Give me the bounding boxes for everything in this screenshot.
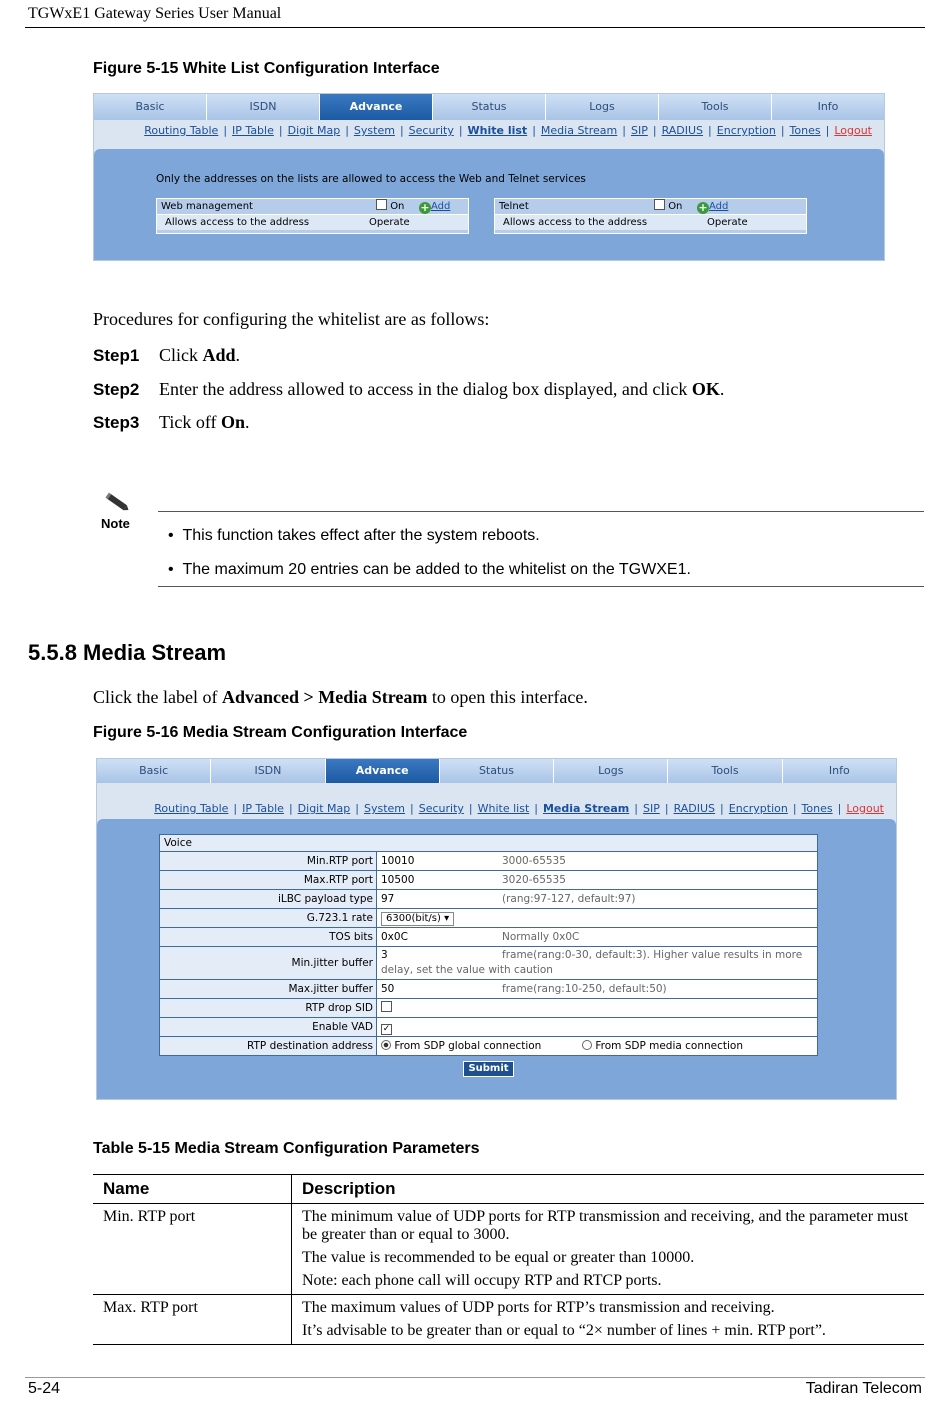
note-top-rule [158,511,924,512]
form-row-g7231-rate [160,909,817,928]
telnet-box [494,198,807,234]
subnav-logout[interactable]: Logout [846,802,884,815]
max-jitter-input[interactable]: 50 [381,983,395,995]
web-col-operate: Operate [369,217,410,228]
form-row-ilbc-payload [160,890,817,909]
field-label: Min.RTP port [160,852,377,870]
subnav-sip[interactable]: SIP [642,802,660,815]
subnav-system[interactable]: System [353,124,395,137]
tab-status[interactable]: Status [433,94,546,120]
form-row-enable-vad [160,1018,817,1037]
param-description: The minimum value of UDP ports for RTP transmission and receiving, and the parameter must be greater than or equal to 3000. The value is recommended to be equal or greater than 10000. Note: each phone call will occupy RTP and RTCP ports. [292,1204,925,1295]
subnav-encryption[interactable]: Encryption [716,124,776,137]
subnav-security[interactable]: Security [408,124,454,137]
footer-company: Tadiran Telecom [805,1380,922,1397]
table-row [93,1204,924,1295]
field-hint: 3000-65535 [502,855,566,867]
tab-logs[interactable]: Logs [554,759,668,783]
section-heading: 5.5.8 Media Stream [28,640,227,665]
field-label: Max.jitter buffer [160,980,377,998]
field-label: Enable VAD [160,1018,377,1036]
param-description: The maximum values of UDP ports for RTP’s transmission and receiving. It’s advisable to be greater than or equal to “2× number of lines + min. RTP port”. [292,1295,925,1345]
step2-text: Enter the address allowed to access in the dialog box displayed, and click OK. [159,379,725,399]
main-tabs [97,759,896,783]
field-label: RTP drop SID [160,999,377,1017]
radio-sdp-global-label: From SDP global connection [394,1040,542,1052]
subnav-ip-table[interactable]: IP Table [232,124,274,137]
ilbc-payload-input[interactable]: 97 [381,893,395,905]
form-row-max-rtp-port [160,871,817,890]
dropdown-arrow-icon: ▾ [444,913,450,924]
page-number: 5-24 [28,1380,61,1397]
tab-isdn[interactable]: ISDN [207,94,320,120]
telnet-on-checkbox[interactable] [654,199,665,210]
tab-advance[interactable]: Advance [320,94,433,120]
web-add-link[interactable]: Add [431,201,451,212]
tab-logs[interactable]: Logs [546,94,659,120]
min-rtp-port-input[interactable]: 10010 [381,855,415,867]
tab-isdn[interactable]: ISDN [211,759,325,783]
tab-advance[interactable]: Advance [326,759,440,783]
form-row-max-jitter [160,980,817,999]
field-label: TOS bits [160,928,377,946]
whitelist-info-text: Only the addresses on the lists are allowed to access the Web and Telnet services [156,173,586,185]
radio-sdp-media-label: From SDP media connection [595,1040,744,1052]
form-row-rtp-destination [160,1037,817,1055]
radio-sdp-global[interactable] [381,1040,391,1050]
field-label: Max.RTP port [160,871,377,889]
web-management-box [156,198,469,234]
field-hint: Normally 0x0C [502,931,580,943]
whitelist-panel [94,149,884,260]
subnav-ip-table[interactable]: IP Table [242,802,284,815]
tab-tools[interactable]: Tools [668,759,782,783]
header-title: TGWxE1 Gateway Series User Manual [28,5,282,22]
subnav-tones[interactable]: Tones [801,802,833,815]
whitelist-screenshot [93,93,885,261]
document-header [28,5,281,23]
max-rtp-port-input[interactable]: 10500 [381,874,415,886]
step3-label: Step3 [93,413,140,432]
subnav-digit-map[interactable]: Digit Map [297,802,351,815]
telnet-add-link[interactable]: Add [709,201,729,212]
note-item: • The maximum 20 entries can be added to the whitelist on the TGWXE1. [168,561,691,578]
media-stream-screenshot [96,758,897,1100]
form-row-tos-bits [160,928,817,947]
telnet-col-address: Allows access to the address [503,217,648,228]
voice-form [159,834,818,1056]
tab-info[interactable]: Info [783,759,896,783]
sub-navigation: Routing Table | IP Table | Digit Map | System | Security | White list | Media Stream | SIP | RADIUS | Encryption | Tones | Logout [144,124,872,137]
min-jitter-input[interactable]: 3 [381,949,388,961]
parameters-table [93,1174,924,1345]
header-rule [25,27,925,28]
add-icon[interactable]: + [420,201,430,214]
field-hint: delay, set the value with caution [381,964,553,976]
add-icon[interactable]: + [698,201,708,214]
subnav-radius[interactable]: RADIUS [661,124,704,137]
field-label: G.723.1 rate [160,909,377,927]
subnav-media-stream[interactable]: Media Stream [540,124,618,137]
form-row-min-rtp-port [160,852,817,871]
web-on-label: On [390,201,405,212]
procedure-intro: Procedures for configuring the whitelist are as follows: [93,309,490,329]
field-label: iLBC payload type [160,890,377,908]
subnav-encryption[interactable]: Encryption [728,802,788,815]
tab-info[interactable]: Info [772,94,884,120]
subnav-system[interactable]: System [363,802,406,815]
radio-sdp-media[interactable] [582,1040,592,1050]
step1-label: Step1 [93,346,140,365]
note-label: Note [101,516,130,531]
g7231-rate-select[interactable]: 6300(bit/s) ▾ [381,912,454,926]
form-row-min-jitter [160,947,817,980]
param-name: Min. RTP port [93,1204,292,1295]
note-item: • This function takes effect after the system reboots. [168,527,540,544]
footer-rule [25,1377,925,1378]
field-hint: frame(rang:10-250, default:50) [502,983,667,995]
column-header-name: Name [93,1175,292,1204]
subnav-routing-table[interactable]: Routing Table [144,124,219,137]
table-row [93,1295,924,1345]
tab-basic[interactable]: Basic [94,94,207,120]
web-on-checkbox[interactable] [376,199,387,210]
figure-caption: Figure 5-16 Media Stream Configuration Interface [93,724,468,741]
subnav-routing-table[interactable]: Routing Table [154,802,229,815]
telnet-on-label: On [668,201,683,212]
column-header-description: Description [292,1175,925,1204]
subnav-digit-map[interactable]: Digit Map [287,124,341,137]
field-hint: frame(rang:0-30, default:3). Higher value results in more [502,949,803,961]
form-row-rtp-drop-sid [160,999,817,1018]
note-bottom-rule [158,586,924,587]
field-hint: (rang:97-127, default:97) [502,893,636,905]
subnav-radius[interactable]: RADIUS [673,802,716,815]
tos-bits-input[interactable]: 0x0C [381,931,408,943]
table-header-row [93,1175,924,1204]
param-name: Max. RTP port [93,1295,292,1345]
step2-label: Step2 [93,380,140,399]
figure-caption: Figure 5-15 White List Configuration Interface [93,60,440,77]
tab-basic[interactable]: Basic [97,759,211,783]
subnav-sip[interactable]: SIP [630,124,648,137]
note-icon [103,491,131,518]
submit-button[interactable]: Submit [463,1061,514,1077]
subnav-security[interactable]: Security [418,802,464,815]
subnav-white-list[interactable]: White list [477,802,530,815]
section-intro: Click the label of Advanced > Media Stream to open this interface. [93,687,588,707]
subnav-tones[interactable]: Tones [789,124,821,137]
voice-section-title: Voice [160,835,817,852]
web-management-title: Web management [161,201,253,212]
table-caption: Table 5-15 Media Stream Configuration Parameters [93,1140,480,1157]
web-col-address: Allows access to the address [165,217,310,228]
field-hint: 3020-65535 [502,874,566,886]
main-tabs [94,94,884,120]
tab-status[interactable]: Status [440,759,554,783]
rtp-drop-sid-checkbox[interactable] [381,1001,392,1012]
tab-tools[interactable]: Tools [659,94,772,120]
enable-vad-checkbox[interactable]: ✓ [382,1024,391,1034]
step1-text: Click Add. [159,345,241,365]
step3-text: Tick off On. [159,412,250,432]
field-label: Min.jitter buffer [160,947,377,979]
telnet-col-operate: Operate [707,217,748,228]
telnet-title: Telnet [499,201,529,212]
subnav-logout[interactable]: Logout [834,124,872,137]
field-label: RTP destination address [160,1037,377,1055]
sub-navigation: Routing Table | IP Table | Digit Map | System | Security | White list | Media Stream | SIP | RADIUS | Encryption | Tones | Logout [154,802,884,815]
subnav-white-list[interactable]: White list [467,124,528,137]
subnav-media-stream[interactable]: Media Stream [542,802,630,815]
